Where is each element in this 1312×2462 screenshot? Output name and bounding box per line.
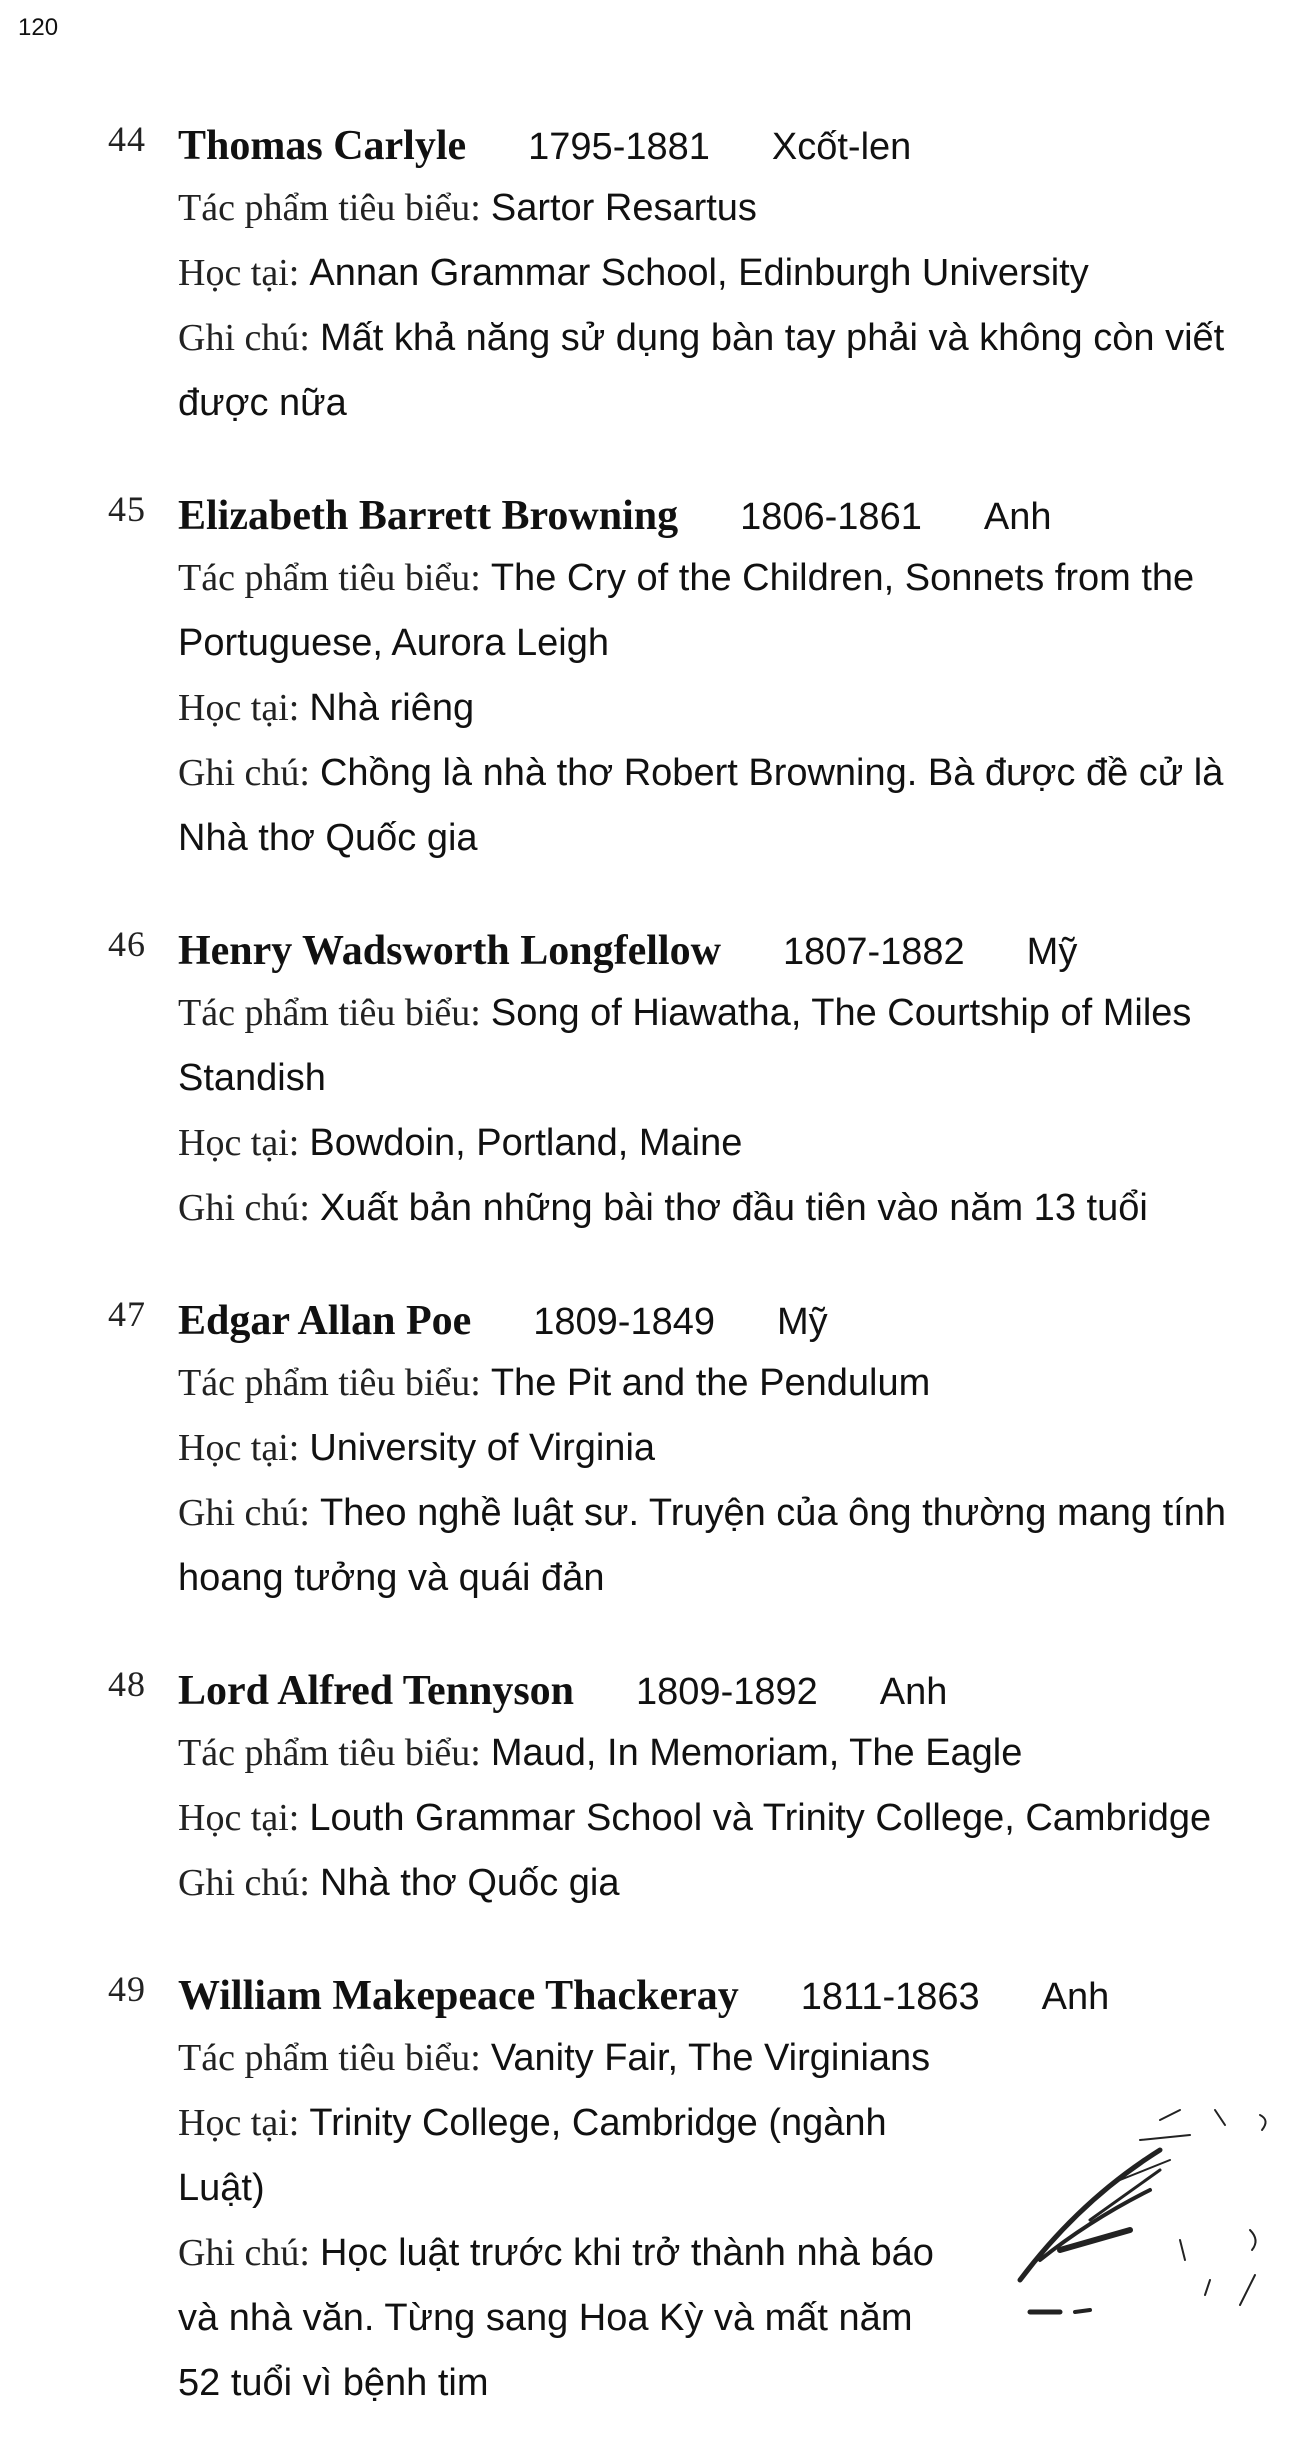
entry-number: 46 [108, 924, 146, 964]
author-entry [0, 112, 1312, 436]
school-label: Học tại: [178, 1122, 300, 1164]
note-value: Mất khả năng sử dụng bàn tay phải và không còn viết được nữa [178, 317, 1225, 424]
school-label: Học tại: [178, 252, 300, 294]
author-name: Henry Wadsworth Longfellow [178, 928, 721, 974]
author-name: Elizabeth Barrett Browning [178, 493, 679, 539]
note-value: Xuất bản những bài thơ đầu tiên vào năm 13 tuổi [319, 1187, 1148, 1229]
author-name: William Makepeace Thackeray [178, 1973, 739, 2019]
works-line [178, 2026, 952, 2091]
entry-number: 45 [108, 489, 146, 529]
works-label: Tác phẩm tiêu biểu: [178, 992, 481, 1034]
page-number: 120 [18, 14, 59, 41]
entry-header [178, 917, 1272, 981]
author-entry [0, 1657, 1312, 1916]
note-line [178, 306, 1272, 436]
entry-header [178, 1657, 1272, 1721]
note-label: Ghi chú: [178, 752, 310, 794]
note-label: Ghi chú: [178, 1862, 310, 1904]
works-value: Song of Hiawatha, The Courtship of Miles Standish [178, 992, 1192, 1099]
entry-header [178, 112, 1272, 176]
note-line [178, 741, 1272, 871]
note-value: Học luật trước khi trở thành nhà báo và nhà văn. Từng sang Hoa Kỳ và mất năm 52 tuổi vì bệnh tim [178, 2232, 934, 2404]
entry-number: 49 [108, 1969, 146, 2009]
note-value: Nhà thơ Quốc gia [319, 1862, 620, 1904]
works-value: Maud, In Memoriam, The Eagle [490, 1732, 1023, 1774]
author-years: 1795-1881 [528, 126, 710, 168]
school-label: Học tại: [178, 1797, 300, 1839]
author-name: Lord Alfred Tennyson [178, 1668, 575, 1714]
school-line [178, 1786, 1272, 1851]
note-label: Ghi chú: [178, 317, 310, 359]
works-label: Tác phẩm tiêu biểu: [178, 557, 481, 599]
author-entry [0, 482, 1312, 871]
note-value: Chồng là nhà thơ Robert Browning. Bà được đề cử là Nhà thơ Quốc gia [178, 752, 1224, 859]
works-line [178, 1721, 1272, 1786]
note-line [178, 2221, 952, 2416]
works-value: Sartor Resartus [490, 187, 757, 229]
entry-number: 48 [108, 1664, 146, 1704]
author-years: 1809-1849 [533, 1301, 715, 1343]
author-entry [0, 917, 1312, 1241]
note-line [178, 1851, 1272, 1916]
note-label: Ghi chú: [178, 1492, 310, 1534]
school-value: Nhà riêng [309, 687, 475, 729]
author-country: Anh [983, 496, 1052, 538]
note-line [178, 1176, 1272, 1241]
quill-sketch-icon [1000, 2080, 1300, 2330]
works-line [178, 981, 1272, 1111]
author-country: Anh [879, 1671, 948, 1713]
works-label: Tác phẩm tiêu biểu: [178, 2037, 481, 2079]
school-label: Học tại: [178, 1427, 300, 1469]
works-value: Vanity Fair, The Virginians [490, 2037, 931, 2079]
works-label: Tác phẩm tiêu biểu: [178, 1362, 481, 1404]
entry-number: 44 [108, 119, 146, 159]
school-value: Trinity College, Cambridge (ngành Luật) [178, 2102, 887, 2209]
author-years: 1806-1861 [740, 496, 922, 538]
entry-number: 47 [108, 1294, 146, 1334]
author-name: Thomas Carlyle [178, 123, 467, 169]
author-name: Edgar Allan Poe [178, 1298, 472, 1344]
school-line [178, 1416, 1272, 1481]
school-label: Học tại: [178, 687, 300, 729]
entry-header [178, 1287, 1272, 1351]
works-line [178, 1351, 1272, 1416]
author-country: Mỹ [1026, 931, 1078, 973]
school-line [178, 241, 1272, 306]
author-country: Mỹ [777, 1301, 828, 1343]
works-label: Tác phẩm tiêu biểu: [178, 1732, 481, 1774]
author-years: 1807-1882 [782, 931, 965, 973]
note-label: Ghi chú: [178, 2232, 310, 2274]
school-value: University of Virginia [309, 1427, 656, 1469]
author-years: 1809-1892 [636, 1671, 818, 1713]
school-value: Bowdoin, Portland, Maine [309, 1122, 743, 1164]
author-country: Xcốt-len [771, 126, 912, 168]
school-value: Annan Grammar School, Edinburgh University [309, 252, 1089, 294]
school-value: Louth Grammar School và Trinity College, Cambridge [309, 1797, 1212, 1839]
works-label: Tác phẩm tiêu biểu: [178, 187, 481, 229]
note-line [178, 1481, 1272, 1611]
school-line [178, 2091, 952, 2221]
author-country: Anh [1041, 1976, 1110, 2018]
school-line [178, 676, 1272, 741]
school-label: Học tại: [178, 2102, 300, 2144]
note-value: Theo nghề luật sư. Truyện của ông thường mang tính hoang tưởng và quái đản [178, 1492, 1226, 1599]
entry-header [178, 1962, 1110, 2026]
works-line [178, 546, 1272, 676]
works-value: The Pit and the Pendulum [490, 1362, 931, 1404]
works-value: The Cry of the Children, Sonnets from the Portuguese, Aurora Leigh [178, 557, 1195, 664]
works-line [178, 176, 1272, 241]
note-label: Ghi chú: [178, 1187, 310, 1229]
author-years: 1811-1863 [800, 1976, 980, 2018]
author-entry [0, 1287, 1312, 1611]
school-line [178, 1111, 1272, 1176]
entry-header [178, 482, 1272, 546]
